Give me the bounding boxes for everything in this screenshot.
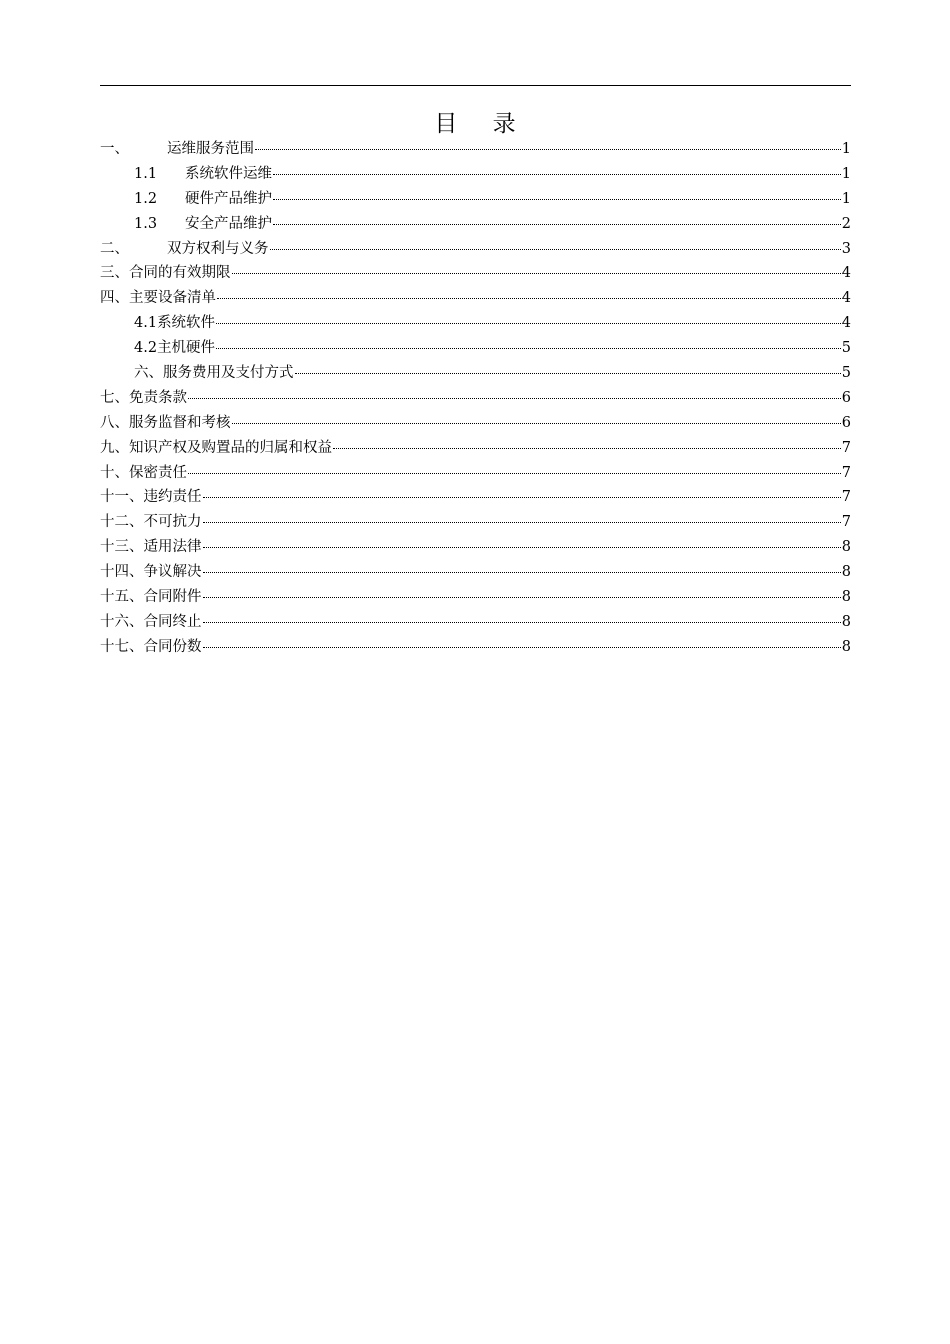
toc-entry[interactable] xyxy=(100,535,851,560)
toc-entry[interactable] xyxy=(100,336,851,361)
toc-entry[interactable] xyxy=(100,560,851,585)
toc-entry[interactable] xyxy=(100,311,851,336)
toc-entry-title: 服务费用及支付方式 xyxy=(163,365,294,382)
toc-entry[interactable] xyxy=(100,610,851,635)
toc-entry-page-number: 7 xyxy=(841,439,851,456)
toc-entry-page-number: 1 xyxy=(841,141,851,157)
toc-entry[interactable] xyxy=(100,261,851,286)
header-rule xyxy=(100,85,851,86)
toc-entry-title: 适用法律 xyxy=(143,539,202,556)
toc-entry-page-number: 7 xyxy=(841,514,851,531)
toc-entry[interactable] xyxy=(100,212,851,237)
toc-entry-page-number: 6 xyxy=(841,389,851,406)
toc-dot-leader xyxy=(188,463,841,474)
toc-entry[interactable] xyxy=(100,461,851,486)
toc-entry-number: 4.1 xyxy=(134,315,158,332)
toc-entry-number: 六、 xyxy=(134,365,163,382)
toc-entry-title: 硬件产品维护 xyxy=(185,190,272,207)
toc-entry-number: 十三、 xyxy=(100,539,144,556)
toc-entry-number: 四、 xyxy=(100,290,129,307)
toc-entry-number: 十二、 xyxy=(100,514,144,531)
toc-entry-title: 合同的有效期限 xyxy=(129,265,231,282)
toc-entry-title: 合同份数 xyxy=(143,638,202,655)
toc-entry-page-number: 4 xyxy=(841,315,851,332)
toc-entry-page-number: 8 xyxy=(841,589,851,606)
toc-entry-number: 1.3 xyxy=(134,215,158,232)
toc-entry-page-number: 7 xyxy=(841,489,851,506)
toc-entry-page-number: 6 xyxy=(841,414,851,431)
toc-dot-leader xyxy=(203,612,841,623)
toc-dot-leader xyxy=(273,189,841,200)
toc-entry-number: 二、 xyxy=(100,240,129,257)
toc-entry-title: 免责条款 xyxy=(129,389,187,406)
toc-entry-number: 十一、 xyxy=(100,489,144,506)
toc-dot-leader xyxy=(203,512,841,523)
toc-dot-leader xyxy=(203,487,841,498)
toc-entry-page-number: 5 xyxy=(841,365,851,382)
toc-entry-title: 运维服务范围 xyxy=(167,141,254,157)
toc-entry-page-number: 8 xyxy=(841,613,851,630)
toc-dot-leader xyxy=(232,413,841,424)
toc-entry-title: 知识产权及购置品的归属和权益 xyxy=(129,439,332,456)
toc-dot-leader xyxy=(217,288,841,299)
toc-entry-number: 三、 xyxy=(100,265,129,282)
toc-entry-page-number: 3 xyxy=(841,240,851,257)
toc-entry-number: 十五、 xyxy=(100,589,144,606)
toc-dot-leader xyxy=(216,313,841,324)
toc-entry[interactable] xyxy=(100,585,851,610)
toc-entry-number: 九、 xyxy=(100,439,129,456)
toc-dot-leader xyxy=(203,562,841,573)
toc-entry-title: 不可抗力 xyxy=(143,514,202,531)
toc-entry-page-number: 4 xyxy=(841,290,851,307)
toc-entry-title: 合同终止 xyxy=(143,613,202,630)
toc-entry-title: 系统软件运维 xyxy=(185,165,272,182)
toc-entry-number: 十七、 xyxy=(100,638,144,655)
toc-entry[interactable] xyxy=(100,510,851,535)
toc-entry-title: 合同附件 xyxy=(143,589,202,606)
toc-entry-page-number: 4 xyxy=(841,265,851,282)
toc-entry[interactable] xyxy=(100,635,851,660)
toc-entry[interactable] xyxy=(100,436,851,461)
toc-entry-number: 4.2 xyxy=(134,340,158,357)
toc-entry[interactable] xyxy=(100,386,851,411)
toc-dot-leader xyxy=(255,139,841,150)
toc-entry-number: 七、 xyxy=(100,389,129,406)
toc-dot-leader xyxy=(333,438,841,449)
toc-entry-page-number: 8 xyxy=(841,539,851,556)
toc-dot-leader xyxy=(270,239,841,250)
toc-entry-number: 十四、 xyxy=(100,564,144,581)
toc-entry-page-number: 5 xyxy=(841,340,851,357)
toc-entry-number: 1.2 xyxy=(134,190,158,207)
toc-entry[interactable] xyxy=(100,137,851,162)
toc-entry-title: 系统软件 xyxy=(157,315,216,332)
toc-entry-number: 十、 xyxy=(100,464,129,481)
toc-dot-leader xyxy=(203,637,841,648)
toc-entry-page-number: 2 xyxy=(841,215,851,232)
toc-entry[interactable] xyxy=(100,286,851,311)
toc-entry-number: 1.1 xyxy=(134,165,158,182)
toc-dot-leader xyxy=(216,338,841,349)
toc-dot-leader xyxy=(273,214,841,225)
toc-entry-number: 一、 xyxy=(100,141,129,157)
toc-entry-title: 违约责任 xyxy=(143,489,202,506)
toc-entry-title: 主要设备清单 xyxy=(129,290,216,307)
toc-entry[interactable] xyxy=(100,361,851,386)
toc-entry-page-number: 8 xyxy=(841,638,851,655)
toc-entry-page-number: 1 xyxy=(841,190,851,207)
table-of-contents xyxy=(100,137,851,660)
toc-entry-number: 八、 xyxy=(100,414,129,431)
toc-entry-title: 争议解决 xyxy=(143,564,202,581)
toc-entry-title: 保密责任 xyxy=(129,464,187,481)
toc-entry-title: 双方权利与义务 xyxy=(167,240,269,257)
toc-entry[interactable] xyxy=(100,162,851,187)
toc-entry-page-number: 7 xyxy=(841,464,851,481)
toc-entry-page-number: 1 xyxy=(841,165,851,182)
toc-title: 目 录 xyxy=(434,111,530,137)
toc-entry-title: 服务监督和考核 xyxy=(129,414,231,431)
toc-dot-leader xyxy=(188,388,841,399)
toc-dot-leader xyxy=(273,164,841,175)
toc-dot-leader xyxy=(203,537,841,548)
toc-entry[interactable] xyxy=(100,485,851,510)
toc-entry[interactable] xyxy=(100,187,851,212)
toc-dot-leader xyxy=(295,363,841,374)
toc-entry[interactable] xyxy=(100,237,851,262)
toc-entry-page-number: 8 xyxy=(841,564,851,581)
toc-entry-number: 十六、 xyxy=(100,613,144,630)
toc-dot-leader xyxy=(203,587,841,598)
toc-dot-leader xyxy=(232,263,841,274)
toc-entry[interactable] xyxy=(100,411,851,436)
toc-entry-title: 主机硬件 xyxy=(157,340,216,357)
toc-entry-title: 安全产品维护 xyxy=(185,215,272,232)
